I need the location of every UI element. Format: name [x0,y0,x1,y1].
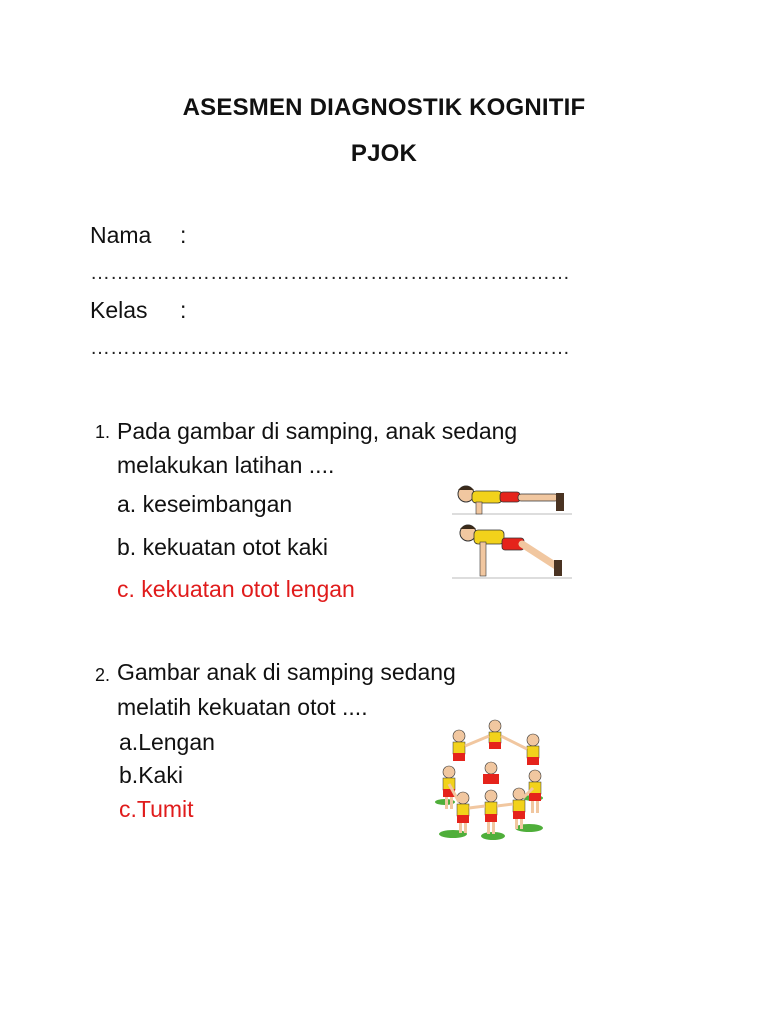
question-1-text-line2: melakukan latihan .... [117,452,335,478]
question-1-number: 1. [95,422,111,442]
option-text: Kaki [138,762,183,788]
question-2-text-line1: Gambar anak di samping sedang [117,659,456,685]
question-1-option-a[interactable] [117,491,292,518]
class-label: Kelas [90,297,148,323]
question-2-option-a[interactable] [119,729,215,756]
push-up-icon [452,478,572,582]
children-circle-icon [433,716,548,844]
option-letter: a. [119,729,139,755]
class-fill-line[interactable]: ……………………………………………………………… [90,337,570,359]
question-2-option-b[interactable] [119,762,183,789]
name-label: Nama [90,222,152,248]
push-up-illustration [452,478,572,582]
option-text: kekuatan otot lengan [141,576,355,602]
document-subtitle: PJOK [350,140,418,167]
question-1-text-line1: Pada gambar di samping, anak sedang [117,418,518,444]
option-letter: b. [117,534,137,560]
children-circle-illustration [433,716,548,844]
option-letter: b. [119,762,139,788]
name-fill-line[interactable]: ……………………………………………………………… [90,262,570,284]
option-text: Lengan [138,729,215,755]
option-text: keseimbangan [142,491,293,517]
question-2-option-c[interactable] [119,796,194,823]
option-letter: c. [119,796,137,822]
option-letter: c. [117,576,135,602]
option-text: kekuatan otot kaki [142,534,328,560]
option-text: Tumit [136,796,194,822]
question-2-number: 2. [95,665,111,685]
document-title: ASESMEN DIAGNOSTIK KOGNITIF [182,94,586,121]
option-letter: a. [117,491,137,517]
question-1-option-b[interactable] [117,534,328,561]
class-colon: : [180,297,187,323]
question-1-option-c[interactable] [117,576,355,603]
question-2-text-line2: melatih kekuatan otot .... [117,694,368,720]
name-colon: : [180,222,187,248]
